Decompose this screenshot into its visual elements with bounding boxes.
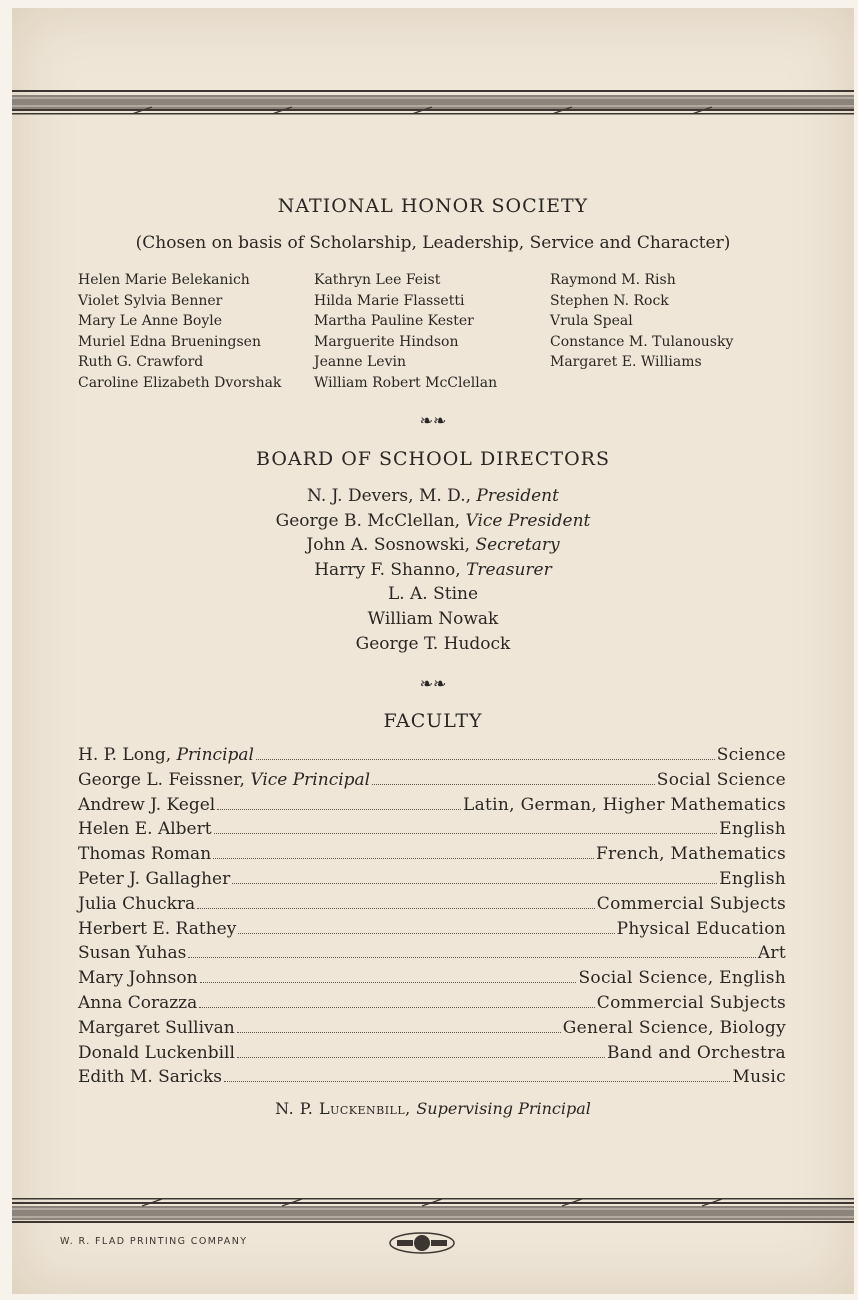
member-name: Kathryn Lee Feist bbox=[314, 272, 441, 288]
board-member: John A. Sosnowski, Secretary bbox=[306, 535, 560, 556]
member-name: Stephen N. Rock bbox=[550, 292, 669, 309]
honor-members-column-2 bbox=[314, 270, 497, 393]
union-label-icon bbox=[387, 1230, 457, 1256]
faculty-row: Margaret Sullivan General Science, Biology bbox=[78, 1017, 786, 1038]
member-name: Hilda Marie Flassetti bbox=[314, 292, 465, 309]
board-member: L. A. Stine bbox=[387, 584, 479, 605]
faculty-row: Anna Corazza Commercial Subjects bbox=[78, 992, 786, 1013]
board-member: William Nowak bbox=[367, 608, 499, 629]
faculty-row: Edith M. Saricks Music bbox=[78, 1067, 786, 1088]
member-name: Jeanne Levin bbox=[314, 354, 406, 370]
supervising-principal: N. P. Luckenbill, Supervising Principal bbox=[275, 1099, 591, 1118]
member-name: Ruth G. Crawford bbox=[78, 354, 204, 370]
member-name: Martha Pauline Kester bbox=[314, 313, 474, 329]
faculty-row: George L. Feissner, Vice Principal Social Science bbox=[78, 769, 786, 790]
program-page bbox=[12, 8, 854, 1294]
faculty-list bbox=[78, 743, 786, 1090]
fleuron-ornament-icon: ❧❧ bbox=[419, 674, 447, 693]
faculty-row: Helen E. Albert English bbox=[78, 819, 786, 840]
honor-society-title: NATIONAL HONOR SOCIETY bbox=[277, 195, 589, 217]
decorative-border-top bbox=[12, 90, 854, 116]
faculty-row: Thomas Roman French, Mathematics bbox=[78, 844, 786, 865]
board-member: George B. McClellan, Vice President bbox=[275, 510, 591, 531]
faculty-row: Herbert E. Rathey Physical Education bbox=[78, 918, 786, 939]
member-name: Raymond M. Rish bbox=[550, 272, 676, 288]
printer-credit: W. R. FLAD PRINTING COMPANY bbox=[60, 1236, 248, 1247]
faculty-row: Andrew J. Kegel Latin, German, Higher Mathematics bbox=[78, 794, 786, 815]
member-name: William Robert McClellan bbox=[314, 374, 498, 391]
faculty-title: FACULTY bbox=[383, 710, 483, 732]
member-name: Caroline Elizabeth Dvorshak bbox=[78, 374, 282, 391]
member-name: Constance M. Tulanousky bbox=[550, 333, 734, 350]
board-title: BOARD OF SCHOOL DIRECTORS bbox=[256, 448, 610, 470]
member-name: Helen Marie Belekanich bbox=[78, 272, 250, 288]
faculty-row: H. P. Long, Principal Science bbox=[78, 745, 786, 765]
board-member: Harry F. Shanno, Treasurer bbox=[314, 559, 552, 580]
faculty-row: Julia Chuckra Commercial Subjects bbox=[78, 893, 786, 914]
member-name: Violet Sylvia Benner bbox=[78, 292, 223, 309]
decorative-border-bottom bbox=[12, 1198, 854, 1224]
board-members bbox=[12, 484, 854, 656]
faculty-row: Mary Johnson Social Science, English bbox=[78, 968, 786, 989]
honor-society-subtitle: (Chosen on basis of Scholarship, Leadership, Service and Character) bbox=[135, 233, 731, 253]
member-name: Margaret E. Williams bbox=[550, 354, 702, 370]
board-member: George T. Hudock bbox=[355, 633, 511, 654]
fleuron-ornament-icon: ❧❧ bbox=[419, 411, 447, 430]
board-member: N. J. Devers, M. D., President bbox=[307, 486, 559, 506]
member-name: Marguerite Hindson bbox=[314, 333, 459, 350]
faculty-row: Susan Yuhas Art bbox=[78, 943, 786, 964]
faculty-row: Peter J. Gallagher English bbox=[78, 868, 786, 889]
member-name: Mary Le Anne Boyle bbox=[78, 313, 223, 329]
member-name: Muriel Edna Brueningsen bbox=[78, 333, 261, 350]
faculty-row: Donald Luckenbill Band and Orchestra bbox=[78, 1042, 786, 1063]
honor-members-column-3 bbox=[550, 270, 733, 373]
honor-members-column-1 bbox=[78, 270, 281, 393]
member-name: Vrula Speal bbox=[550, 313, 633, 329]
